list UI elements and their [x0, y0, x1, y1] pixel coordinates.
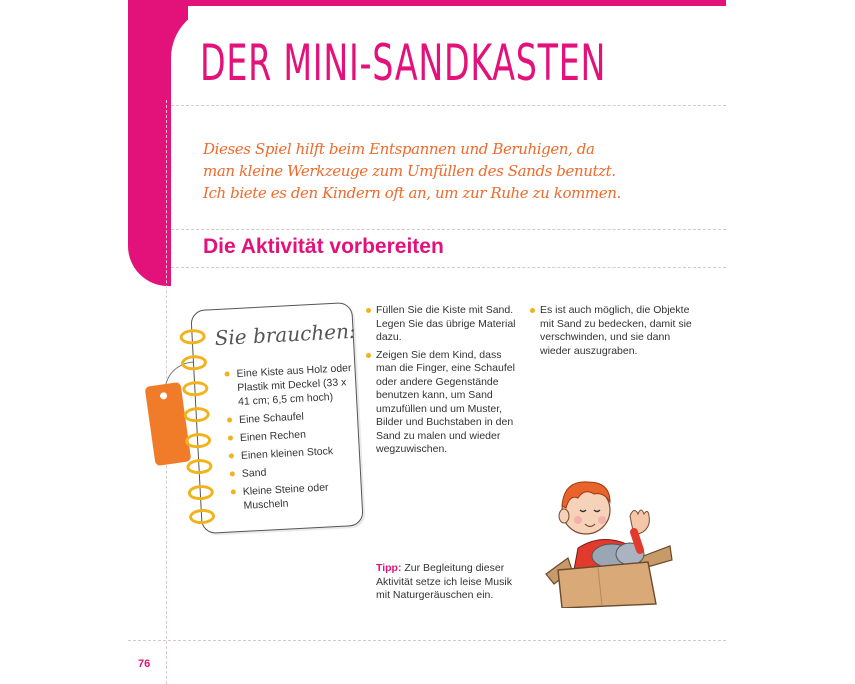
intro-line: Ich biete es den Kindern oft an, um zur Ruhe zu kommen. [203, 184, 621, 202]
intro-text [203, 138, 621, 204]
ring-binder-icon [189, 508, 216, 524]
tip-text: Zur Begleitung dieser Aktivität setze ich leise Musik mit Naturgeräuschen ein. [376, 562, 512, 601]
tip-label: Tipp: [376, 562, 402, 574]
ring-binder-icon [179, 329, 206, 345]
page-number: 76 [138, 658, 151, 670]
list-item: Zeigen Sie dem Kind, dass man die Finger, eine Schaufel oder andere Gegenstände benutzen kann, um Sand umzufüllen und um Muster, Bilder und Buchstaben in den Sand zu malen und wieder wegzuwischen. [366, 349, 518, 457]
top-accent-bar [128, 0, 726, 6]
guide-line [171, 229, 726, 230]
materials-heading: Sie brauchen: [214, 318, 357, 351]
tip-box [376, 562, 516, 603]
ring-binder-icon [187, 484, 214, 500]
ring-binder-icon [182, 381, 209, 397]
page-title: DER MINI-SANDKASTEN [200, 34, 607, 92]
list-item: Eine Schaufel [227, 407, 356, 428]
list-item: Sand [230, 461, 359, 482]
ring-binder-icon [183, 407, 210, 423]
list-item: Einen Rechen [228, 425, 357, 446]
ring-binder-icon [181, 355, 208, 371]
list-item: Eine Kiste aus Holz oder Plastik mit Deckel (33 x 41 cm; 6,5 cm hoch) [224, 361, 354, 410]
guide-line [171, 105, 726, 106]
section-title: Die Aktivität vorbereiten [203, 235, 444, 258]
ring-binder-icon [186, 458, 213, 474]
list-item: Es ist auch möglich, die Objekte mit Sand zu bedecken, damit sie verschwinden, und sie dann wieder auszugraben. [530, 304, 700, 358]
materials-list [224, 361, 360, 517]
list-item: Kleine Steine oder Muscheln [230, 479, 359, 514]
list-item: Einen kleinen Stock [229, 443, 358, 464]
guide-line [128, 640, 726, 641]
ring-binder-icon [185, 432, 212, 448]
child-in-box-illustration [538, 458, 678, 608]
steps-column-2 [530, 304, 700, 362]
intro-line: man kleine Werkzeuge zum Umfüllen des Sands benutzt. [203, 162, 616, 180]
steps-column-1 [366, 304, 518, 461]
guide-line [171, 267, 726, 268]
tag-hole [160, 392, 168, 400]
intro-line: Dieses Spiel hilft beim Entspannen und Beruhigen, da [203, 140, 595, 158]
materials-notebook [190, 302, 364, 534]
list-item: Füllen Sie die Kiste mit Sand. Legen Sie das übrige Material dazu. [366, 304, 518, 345]
